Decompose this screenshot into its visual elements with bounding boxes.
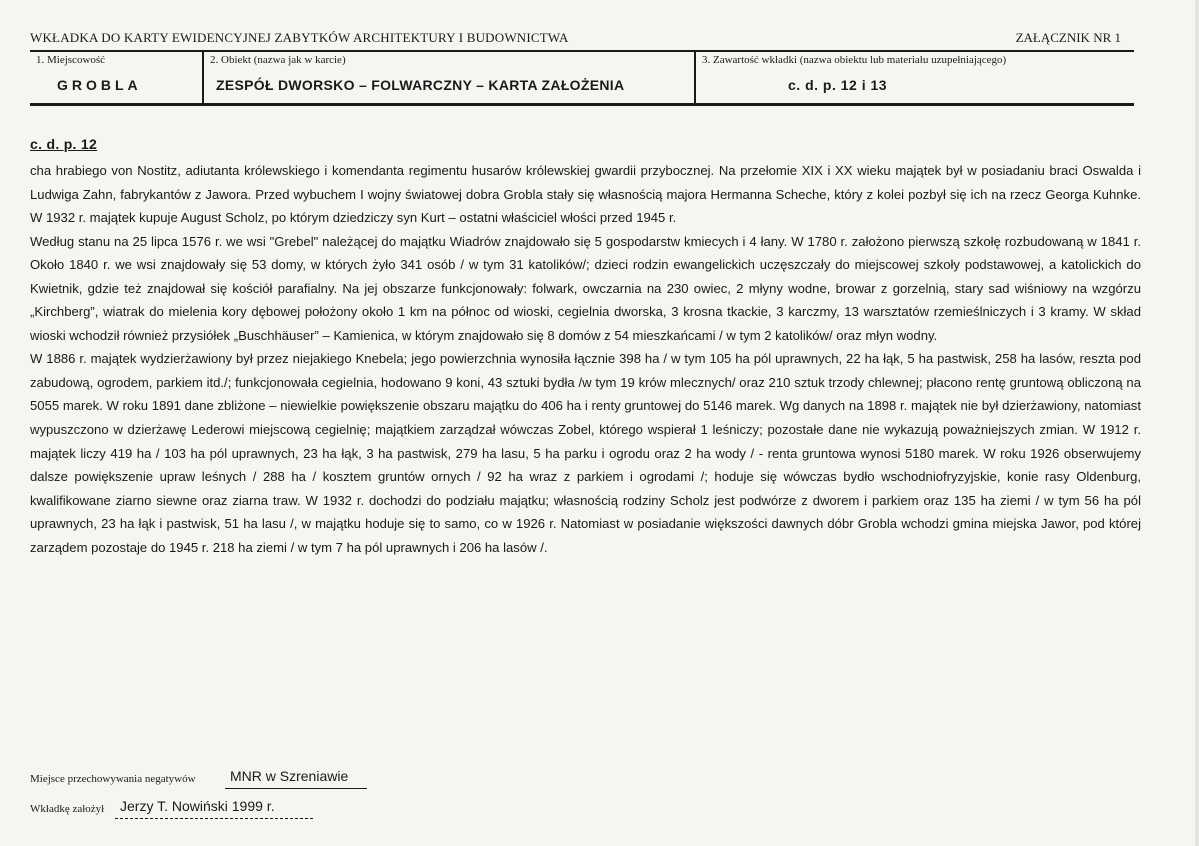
negatives-row	[30, 766, 630, 796]
author-label: Wkładkę założył	[30, 803, 105, 815]
page-edge	[1195, 0, 1199, 846]
locality-value: GROBLA	[57, 77, 142, 93]
author-row	[30, 796, 630, 826]
object-label: 2. Obiekt (nazwa jak w karcie)	[210, 54, 346, 66]
negatives-label: Miejsce przechowywania negatywów	[30, 773, 196, 785]
author-value: Jerzy T. Nowiński 1999 r.	[120, 798, 275, 814]
object-value: ZESPÓŁ DWORSKO – FOLWARCZNY – KARTA ZAŁOŻENIA	[216, 77, 625, 93]
locality-field	[30, 52, 200, 103]
paragraph-estate: W 1886 r. majątek wydzierżawiony był przez niejakiego Knebela; jego powierzchnia wynosiła łącznie 398 ha / w tym 105 ha pól uprawnych, 22 ha łąk, 5 ha pastwisk, 258 ha lasów, reszta pod zabudową, ogrodem, parkiem itd./; funkcjonowała cegielnia, hodowano 9 koni, 43 sztuki bydła /w tym 19 krów mlecznych/ oraz 210 sztuk trzody chlewnej; płacono rentę gruntową obliczoną na 5055 marek. W roku 1891 dane zbliżone – niewielkie powiększenie obszaru majątku do 406 ha i renty gruntowej do 5146 marek. Wg danych na 1898 r. majątek nie był dzierżawiony, natomiast wypuszczono w dzierżawę Lederowi miejscową cegielnię; majątkiem zarządzał wówczas Zobel, którego wspierał 1 leśniczy; pozostałe dane nie wykazują poważniejszych zmian. W 1912 r. majątek liczy 419 ha / 103 ha pól uprawnych, 23 ha łąk, 3 ha pastwisk, 279 ha lasu, 5 ha parku i ogrodu oraz 2 ha wody / - renta gruntowa wynosi 5180 marek. W roku 1926 obserwujemy dalsze powiększenie upraw leśnych / 288 ha / kosztem gruntów ornych / 92 ha wraz z parkiem i ogrodami /; hoduje się wówczas bydło wschodniofryzyjskie, konie rasy Oldenburg, kwalifikowane ziarno siewne oraz ziarna traw. W 1932 r. dochodzi do podziału majątku; własnością rodziny Scholz jest podwórze z dworem i parkiem oraz 135 ha ziemi / w tym 56 ha pól uprawnych, 23 ha łąk i pastwisk, 51 ha lasu /, w majątku hoduje się to samo, co w 1926 r. Natomiast w posiadanie większości dawnych dóbr Grobla wchodzi gmina miejska Jawor, pod której zarządem pozostaje do 1945 r. 218 ha ziemi / w tym 7 ha pól uprawnych i 206 ha lasów /.	[30, 351, 1141, 555]
document-body	[30, 136, 1141, 559]
locality-label: 1. Miejscowość	[36, 54, 106, 66]
section-heading: c. d. p. 12	[30, 136, 98, 152]
annex-label: ZAŁĄCZNIK NR 1	[1015, 30, 1121, 45]
paragraph-village: Według stanu na 25 lipca 1576 r. we wsi "Grebel" należącej do majątku Wiadrów znajdowało się 5 gospodarstw kmiecych i 4 łany. W 1780 r. założono pierwszą szkołę rozbudowaną w 1841 r. Około 1840 r. we wsi znajdowały się 53 domy, w których żyło 341 osób / w tym 31 katolików/; dzieci rodzin ewangelickich uczęszczały do miejscowej szkoły podstawowej, a katolickich do Kwietnik, gdzie też znajdował się kościół parafialny. Na jej obszarze funkcjonowały: folwark, owczarnia na 230 owiec, 2 młyny wodne, browar z gorzelnią, stary sad wiśniowy na wzgórzu „Kirchberg”, wiatrak do mielenia kory dębowej położony około 1 km na północ od wioski, cegielnia dworska, 3 krosna tkackie, 3 karczmy, 13 warsztatów rzemieślniczych i 3 kramy. W skład wioski wchodził również przysiółek „Buschhäuser” – Kamienica, w którym znajdowało się 8 domów z 54 mieszkańcami / w tym 2 katolików/ oraz młyn wodny.	[30, 233, 1141, 343]
document-footer	[30, 766, 630, 826]
header-fields	[30, 52, 1134, 103]
negatives-underline	[225, 788, 367, 789]
paragraph-history: cha hrabiego von Nostitz, adiutanta królewskiego i komendanta regimentu husarów królewskiej gwardii przybocznej. Na przełomie XIX i XX wieku majątek był w posiadaniu braci Oswalda i Ludwiga Zahn, fabrykantów z Jawora. Przed wybuchem I wojny światowej dobra Grobla stały się własnością majora Hermanna Scheche, który z kolei pozbył się ich na rzecz Georga Kuhnke. W 1932 r. majątek kupuje August Scholz, po którym dziedziczy syn Kurt – ostatni właściciel włości przed 1945 r.	[30, 163, 1141, 226]
header-rule-bottom	[30, 103, 1134, 106]
form-header	[30, 30, 1121, 50]
form-title: WKŁADKA DO KARTY EWIDENCYJNEJ ZABYTKÓW ARCHITEKTURY I BUDOWNICTWA	[30, 30, 569, 45]
insert-content-field	[694, 52, 1134, 103]
author-underline	[115, 818, 313, 819]
negatives-value: MNR w Szreniawie	[230, 768, 349, 784]
insert-content-label: 3. Zawartość wkładki (nazwa obiektu lub materiału uzupełniającego)	[702, 54, 1007, 66]
object-field	[202, 52, 696, 103]
insert-content-value: c. d. p. 12 i 13	[788, 77, 888, 93]
